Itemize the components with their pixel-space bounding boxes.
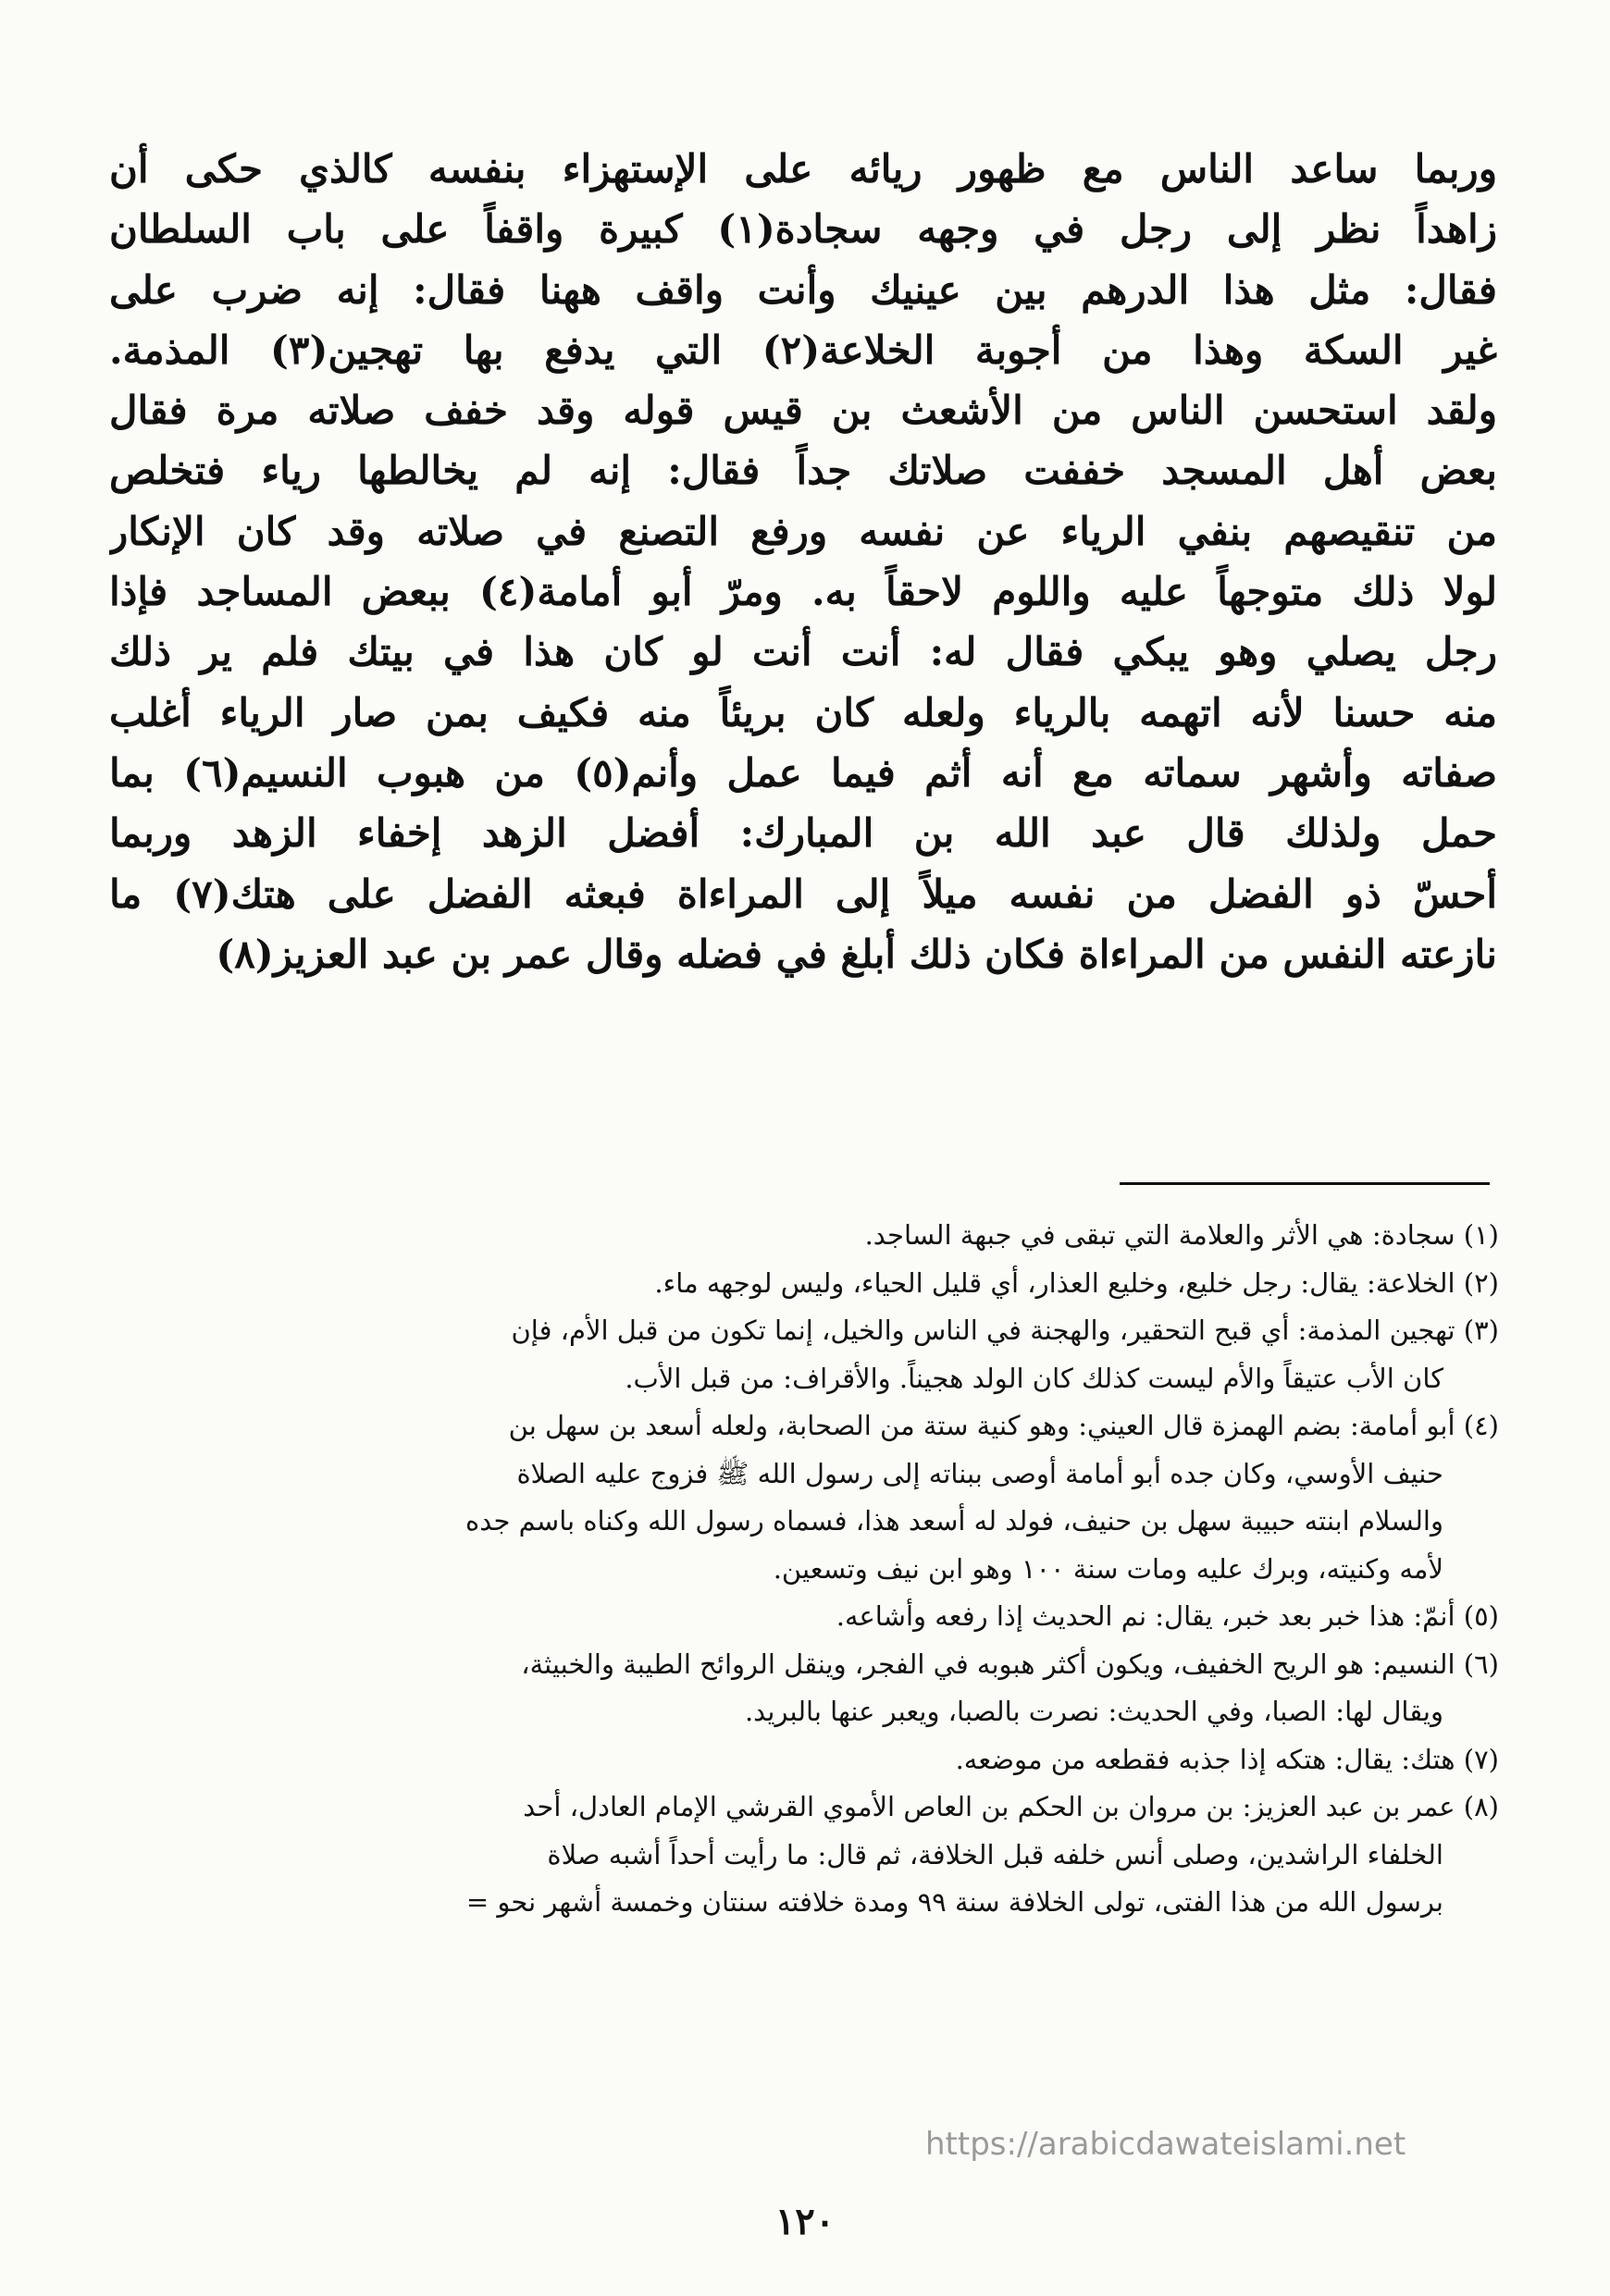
main-text-line: منه حسنا لأنه اتهمه بالرياء ولعله كان بريئاً منه فكيف بمن صار الرياء أغلب xyxy=(109,689,1497,735)
main-text xyxy=(109,139,1497,984)
footnote-line: والسلام ابنته حبيبة سهل بن حنيف، فولد له أسعد هذا، فسماه رسول الله وكناه باسم جده xyxy=(465,1505,1443,1537)
main-text-line: لولا ذلك متوجهاً عليه واللوم لاحقاً به. ومرّ أبو أمامة(٤) ببعض المساجد فإذا xyxy=(109,569,1497,615)
main-text-line: وربما ساعد الناس مع ظهور ريائه على الإستهزاء بنفسه كالذي حكى أن xyxy=(109,146,1497,191)
footnote-line: (٦) النسيم: هو الريح الخفيف، ويكون أكثر هبوبه في الفجر، وينقل الروائح الطيبة والخبيثة، xyxy=(521,1648,1499,1680)
watermark-url: https://arabicdawateislami.net xyxy=(925,2126,1406,2163)
page-number: ١٢٠ xyxy=(774,2200,836,2243)
footnote-line: كان الأب عتيقاً والأم ليست كذلك كان الولد هجيناً. والأقراف: من قبل الأب. xyxy=(625,1362,1443,1394)
main-text-line: أحسّ ذو الفضل من نفسه ميلاً إلى المراءاة فبعثه الفضل على هتك(٧) ما xyxy=(109,870,1497,917)
footnote-line: برسول الله من هذا الفتى، تولى الخلافة سنة ٩٩ ومدة خلافته سنتان وخمسة أشهر نحو = xyxy=(465,1886,1443,1918)
footnote-line: (٤) أبو أمامة: بضم الهمزة قال العيني: وهو كنية ستة من الصحابة، ولعله أسعد بن سهل بن xyxy=(508,1410,1499,1441)
footnote-line: لأمه وكنيته، وبرك عليه ومات سنة ١٠٠ وهو ابن نيف وتسعين. xyxy=(773,1552,1443,1585)
footnote-line: (٥) أنمّ: هذا خبر بعد خبر، يقال: نم الحديث إذا رفعه وأشاعه. xyxy=(836,1600,1499,1632)
main-text-line: نازعته النفس من المراءاة فكان ذلك أبلغ في فضله وقال عمر بن عبد العزيز(٨) xyxy=(216,931,1497,977)
footnote-line: (٨) عمر بن عبد العزيز: بن مروان بن الحكم بن العاص الأموي القرشي الإمام العادل، أحد xyxy=(523,1791,1499,1822)
footnote-line: (٧) هتك: يقال: هتكه إذا جذبه فقطعه من موضعه. xyxy=(955,1743,1499,1775)
main-text-line: رجل يصلي وهو يبكي فقال له: أنت أنت لو كان هذا في بيتك فلم ير ذلك xyxy=(109,629,1497,675)
main-text-line: صفاته وأشهر سماته مع أنه أثم فيما عمل وأنم(٥) من هبوب النسيم(٦) بما xyxy=(109,749,1497,796)
main-text-line: من تنقيصهم بنفي الرياء عن نفسه ورفع التصنع في صلاته وقد كان الإنكار xyxy=(109,508,1497,554)
footnote-line: (١) سجادة: هي الأثر والعلامة التي تبقى في جبهة الساجد. xyxy=(864,1219,1499,1251)
footnote-line: الخلفاء الراشدين، وصلى أنس خلفه قبل الخلافة، ثم قال: ما رأيت أحداً أشبه صلاة xyxy=(547,1838,1443,1870)
footnote-line: حنيف الأوسي، وكان جده أبو أمامة أوصى ببناته إلى رسول الله ﷺ فزوج عليه الصلاة xyxy=(516,1457,1443,1489)
main-text-line: زاهداً نظر إلى رجل في وجهه سجادة(١) كبيرة واقفاً على باب السلطان xyxy=(109,206,1497,253)
footnote-line: (٢) الخلاعة: يقال: رجل خليع، وخليع العذار، أي قليل الحياء، وليس لوجهه ماء. xyxy=(654,1266,1499,1299)
main-text-line: فقال: مثل هذا الدرهم بين عينيك وأنت واقف ههنا فقال: إنه ضرب على xyxy=(109,266,1497,313)
footnotes xyxy=(79,1212,1499,1927)
main-text-line: ولقد استحسن الناس من الأشعث بن قيس قوله وقد خفف صلاته مرة فقال xyxy=(109,388,1497,434)
footnote-divider xyxy=(1120,1182,1490,1185)
footnote-line: ويقال لها: الصبا، وفي الحديث: نصرت بالصبا، ويعبر عنها بالبريد. xyxy=(744,1696,1443,1727)
main-text-line: حمل ولذلك قال عبد الله بن المبارك: أفضل الزهد إخفاء الزهد وربما xyxy=(109,810,1497,857)
main-text-line: بعض أهل المسجد خففت صلاتك جداً فقال: إنه لم يخالطها رياء فتخلص xyxy=(109,448,1497,494)
footnote-line: (٣) تهجين المذمة: أي قبح التحقير، والهجنة في الناس والخيل، إنما تكون من قبل الأم، فإن xyxy=(511,1315,1499,1346)
main-text-line: غير السكة وهذا من أجوبة الخلاعة(٢) التي يدفع بها تهجين(٣) المذمة. xyxy=(109,327,1497,373)
